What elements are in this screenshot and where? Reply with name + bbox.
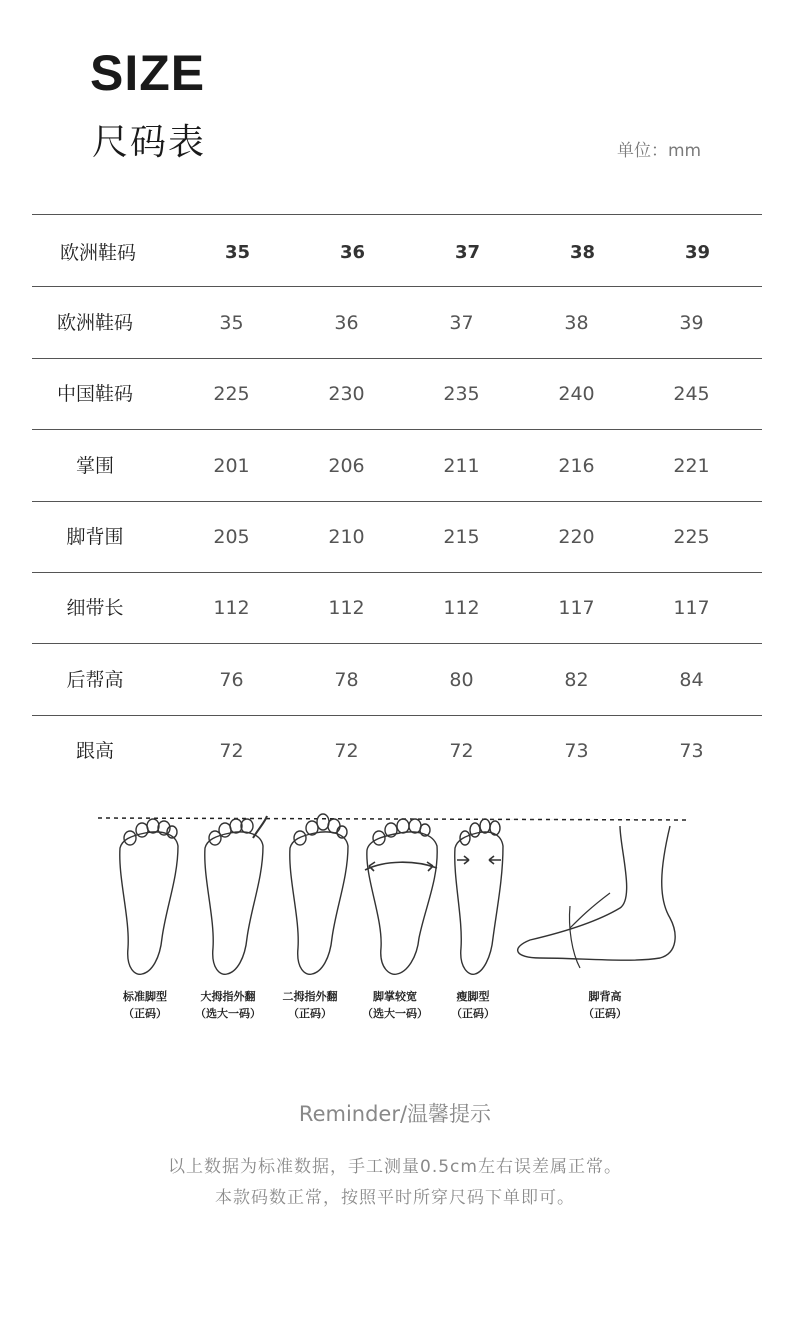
row-label: 中国鞋码 — [56, 383, 133, 406]
foot-type-advice: （正码） — [451, 1007, 495, 1020]
foot-high-instep-icon — [518, 826, 675, 968]
table-cell: 112 — [213, 597, 250, 620]
table-cell: 36 — [339, 242, 366, 263]
table-cell: 215 — [443, 525, 480, 548]
table-row — [32, 716, 762, 786]
table-cell: 230 — [328, 383, 365, 406]
table-cell: 225 — [673, 525, 710, 548]
table-divider — [32, 286, 762, 287]
table-cell: 117 — [673, 597, 710, 620]
foot-type-caption — [428, 988, 518, 1022]
foot-type-advice: （正码） — [123, 1007, 167, 1020]
reminder-title: Reminder/温馨提示 — [298, 1102, 492, 1126]
table-header-row — [32, 218, 762, 288]
foot-slim-icon — [455, 819, 503, 974]
table-cell: 72 — [334, 739, 359, 762]
foot-second-toe-icon — [290, 814, 348, 974]
table-cell: 39 — [679, 312, 704, 334]
foot-type-caption — [350, 988, 440, 1022]
table-cell: 72 — [449, 739, 474, 762]
table-cell: 216 — [558, 454, 595, 477]
table-cell: 220 — [558, 525, 595, 548]
row-label: 欧洲鞋码 — [56, 312, 133, 334]
table-cell: 80 — [449, 668, 474, 691]
foot-type-advice: （正码） — [583, 1007, 627, 1020]
table-cell: 73 — [679, 739, 704, 762]
table-row — [32, 573, 762, 643]
foot-wide-icon — [365, 819, 437, 974]
table-row — [32, 359, 762, 429]
foot-type-advice: （正码） — [288, 1007, 332, 1020]
table-cell: 38 — [569, 242, 596, 263]
row-label: 欧洲鞋码 — [59, 242, 136, 264]
foot-type-advice: （选大一码） — [362, 1007, 428, 1020]
foot-type-caption — [183, 988, 273, 1022]
foot-type-name: 瘦脚型 — [456, 990, 490, 1003]
table-cell: 245 — [673, 383, 710, 406]
foot-type-name: 脚掌较宽 — [373, 990, 417, 1003]
table-divider — [32, 214, 762, 215]
row-label: 细带长 — [66, 597, 124, 620]
title-en: SIZE — [90, 45, 206, 101]
unit-label: 单位：mm — [617, 141, 702, 161]
table-row — [32, 288, 762, 358]
foot-type-name: 二拇指外翻 — [282, 990, 338, 1003]
table-cell: 112 — [328, 597, 365, 620]
row-label: 掌围 — [75, 454, 114, 477]
foot-type-caption — [100, 988, 190, 1022]
table-cell: 112 — [443, 597, 480, 620]
table-cell: 73 — [564, 739, 589, 762]
reminder-line-1: 以上数据为标准数据，手工测量0.5cm左右误差属正常。 — [168, 1157, 622, 1177]
table-cell: 201 — [213, 454, 250, 477]
table-cell: 76 — [219, 668, 244, 691]
foot-standard-icon — [120, 819, 178, 974]
foot-type-name: 大拇指外翻 — [200, 990, 256, 1003]
table-cell: 78 — [334, 668, 359, 691]
title-cn: 尺码表 — [92, 122, 207, 163]
foot-type-caption — [560, 988, 650, 1022]
table-cell: 211 — [443, 454, 480, 477]
foot-type-name: 脚背高 — [588, 990, 622, 1003]
foot-type-caption — [265, 988, 355, 1022]
row-label: 脚背围 — [66, 525, 124, 548]
table-cell: 82 — [564, 668, 589, 691]
table-cell: 117 — [558, 597, 595, 620]
reminder-line-2: 本款码数正常，按照平时所穿尺码下单即可。 — [215, 1188, 575, 1208]
table-cell: 37 — [454, 242, 481, 263]
table-cell: 225 — [213, 383, 250, 406]
row-label: 后帮高 — [66, 668, 124, 691]
table-cell: 72 — [219, 739, 244, 762]
table-cell: 38 — [564, 312, 589, 334]
row-label: 跟高 — [75, 739, 114, 762]
foot-type-advice: （选大一码） — [195, 1007, 261, 1020]
table-cell: 235 — [443, 383, 480, 406]
table-row — [32, 645, 762, 715]
table-row — [32, 502, 762, 572]
table-cell: 84 — [679, 668, 704, 691]
table-cell: 205 — [213, 525, 250, 548]
table-row — [32, 431, 762, 501]
table-cell: 221 — [673, 454, 710, 477]
foot-type-name: 标准脚型 — [123, 990, 167, 1003]
table-cell: 39 — [684, 242, 711, 263]
table-cell: 35 — [224, 242, 251, 263]
table-cell: 206 — [328, 454, 365, 477]
table-cell: 37 — [449, 312, 474, 334]
table-cell: 36 — [334, 312, 359, 334]
table-cell: 210 — [328, 525, 365, 548]
table-cell: 35 — [219, 312, 244, 334]
table-cell: 240 — [558, 383, 595, 406]
foot-bunion-icon — [205, 816, 267, 974]
